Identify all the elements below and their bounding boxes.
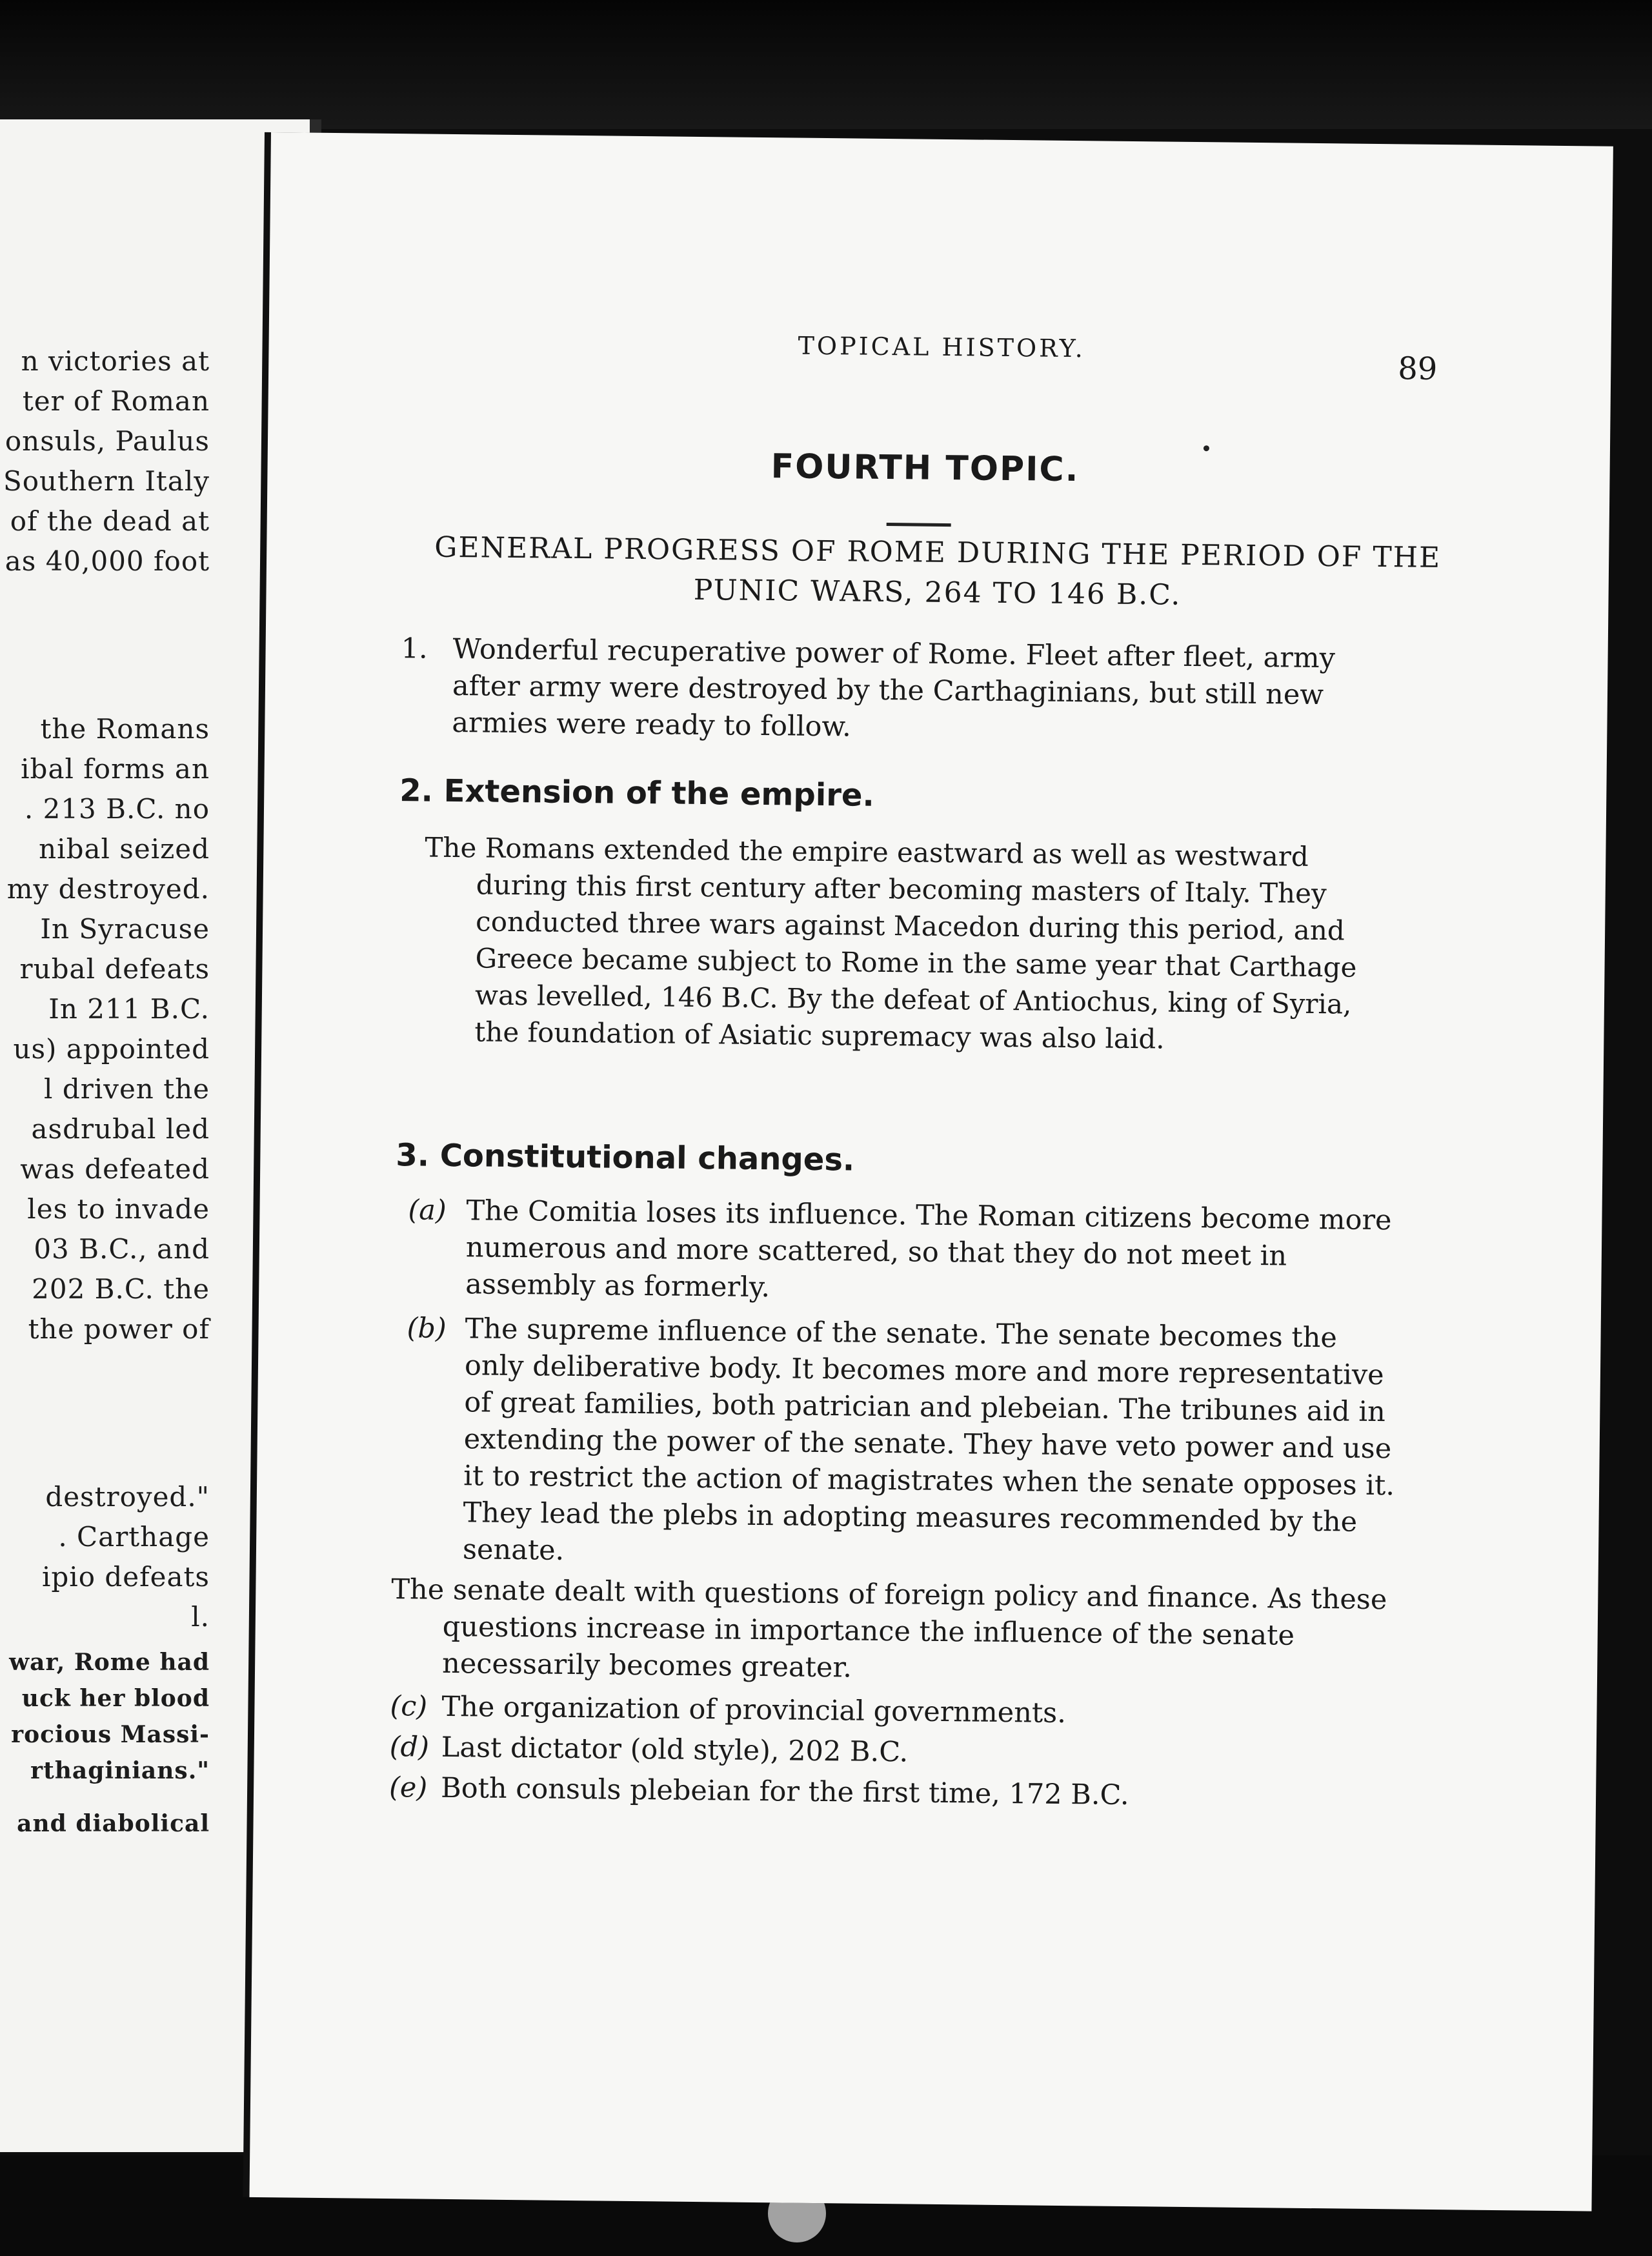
left-line: 202 B.C. the bbox=[32, 1273, 210, 1305]
left-line: . Carthage bbox=[58, 1521, 210, 1553]
right-page bbox=[249, 132, 1613, 2211]
left-line: . 213 B.C. no bbox=[24, 793, 210, 825]
left-line: l. bbox=[191, 1601, 210, 1633]
item-2-text: The Romans extended the empire eastward as well as westward during this first century after becoming masters of Italy. They conducted three wars against Macedon during this period, and Greece became subject to Rome in the same year that Carthage was levelled, 146 B.C. By the defeat of Antiochus, king of Syria, the foundation of Asiatic supremacy was also laid. bbox=[425, 831, 1357, 1055]
item-3-heading: 3. Constitutional changes. bbox=[396, 1137, 855, 1178]
left-line: uck her blood bbox=[21, 1685, 210, 1712]
left-line: as 40,000 foot bbox=[5, 545, 210, 577]
left-line: asdrubal led bbox=[31, 1113, 210, 1145]
left-line: n victories at bbox=[21, 345, 210, 377]
sub-item-d-text: Last dictator (old style), 202 B.C. bbox=[441, 1731, 909, 1769]
sub-item-b-text: The supreme influence of the senate. The senate becomes the only deliberative body. It becomes more and more representative of great families, both patrician and plebeian. The tribunes aid in extending the power of the senate. They have veto power and use it to restrict the action of magistrates when the senate opposes it. They lead the plebs in adopting measures recommended by the senate. bbox=[462, 1313, 1395, 1567]
left-line: 03 B.C., and bbox=[34, 1233, 210, 1265]
senate-paragraph: The senate dealt with questions of foreign policy and finance. As these questions increase in importance the influence of the senate necessarily becomes greater. bbox=[391, 1573, 1387, 1684]
left-line: war, Rome had bbox=[9, 1649, 210, 1676]
sub-item-a-text: The Comitia loses its influence. The Roman citizens become more numerous and more scattered, so that they do not meet in assembly as formerly. bbox=[465, 1194, 1392, 1304]
item-2-heading: 2. Extension of the empire. bbox=[399, 772, 875, 814]
left-line: Southern Italy bbox=[3, 465, 210, 497]
left-line: was defeated bbox=[20, 1153, 210, 1185]
left-line: the Romans bbox=[40, 713, 210, 745]
left-line: In Syracuse bbox=[40, 913, 210, 945]
item-3 bbox=[389, 1137, 1403, 1817]
sub-item-d-label: (d) bbox=[389, 1731, 430, 1764]
left-line: of the dead at bbox=[10, 505, 210, 537]
item-2 bbox=[397, 772, 1406, 1060]
left-line: ter of Roman bbox=[22, 385, 210, 417]
sub-item-b-label: (b) bbox=[407, 1312, 447, 1345]
page-number: 89 bbox=[1397, 350, 1438, 387]
left-line: rthaginians." bbox=[30, 1757, 210, 1784]
left-line: rocious Massi- bbox=[11, 1721, 210, 1748]
sub-item-c bbox=[390, 1688, 1397, 1735]
sub-item-e bbox=[389, 1769, 1396, 1817]
left-line: rubal defeats bbox=[19, 953, 210, 985]
item-1-number: 1. bbox=[401, 632, 428, 665]
left-line: destroyed." bbox=[45, 1481, 210, 1513]
left-line: us) appointed bbox=[13, 1033, 210, 1065]
left-line: the power of bbox=[28, 1313, 210, 1345]
sub-item-a bbox=[394, 1192, 1402, 1313]
item-1-text: Wonderful recuperative power of Rome. Fleet after fleet, army after army were destroyed by the Carthaginians, but still new armies were ready to follow. bbox=[452, 632, 1336, 743]
sub-item-c-text: The organization of provincial governments. bbox=[441, 1690, 1067, 1730]
sub-item-e-label: (e) bbox=[388, 1771, 428, 1804]
left-line: my destroyed. bbox=[6, 873, 210, 905]
left-line: In 211 B.C. bbox=[48, 993, 210, 1025]
left-line: nibal seized bbox=[39, 833, 210, 865]
left-line: and diabolical bbox=[17, 1810, 210, 1837]
left-line: l driven the bbox=[44, 1073, 210, 1105]
topic-title: FOURTH TOPIC. bbox=[771, 447, 1080, 490]
sub-item-d bbox=[390, 1729, 1397, 1776]
running-head: TOPICAL HISTORY. bbox=[798, 331, 1086, 363]
item-1 bbox=[400, 630, 1408, 751]
sub-item-b bbox=[392, 1310, 1401, 1578]
title-rule bbox=[887, 523, 951, 527]
sub-item-a-label: (a) bbox=[408, 1194, 447, 1227]
sub-item-e-text: Both consuls plebeian for the first time, 172 B.C. bbox=[440, 1771, 1129, 1812]
stray-dot bbox=[1204, 445, 1209, 451]
left-line: ipio defeats bbox=[41, 1561, 210, 1593]
scan-background-top bbox=[0, 0, 1652, 129]
left-line: les to invade bbox=[27, 1193, 210, 1225]
sub-item-c-label: (c) bbox=[390, 1690, 428, 1723]
left-line: ibal forms an bbox=[21, 753, 210, 785]
left-line: onsuls, Paulus bbox=[5, 425, 210, 457]
section-subhead: GENERAL PROGRESS OF ROME DURING THE PERIOD OF THE PUNIC WARS, 264 TO 146 B.C. bbox=[434, 530, 1442, 612]
